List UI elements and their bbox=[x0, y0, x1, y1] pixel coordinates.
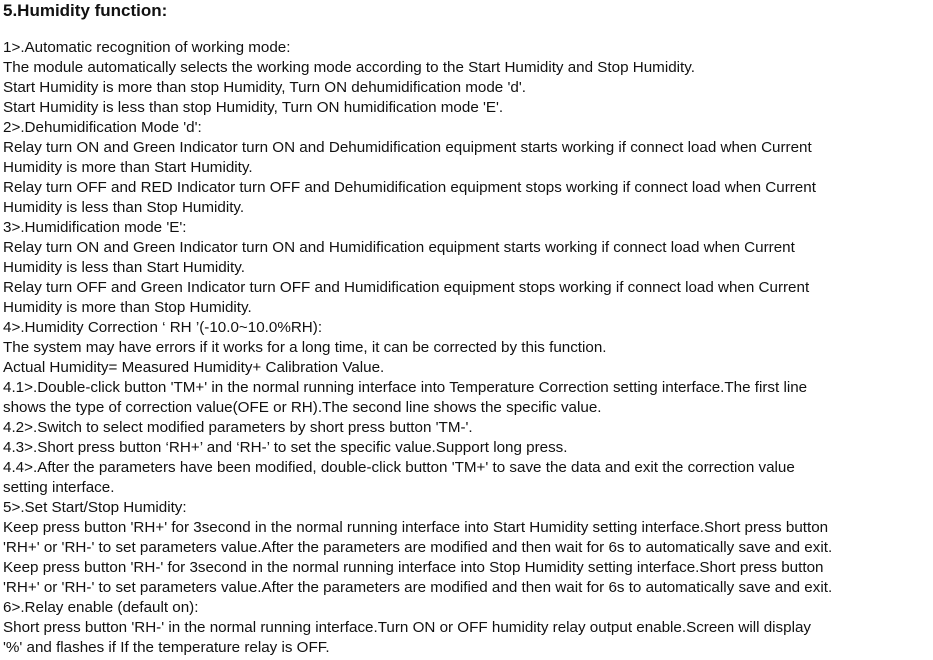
text-line: 'RH+' or 'RH-' to set parameters value.After the parameters are modified and then wait for 6s to automatically save and exit. bbox=[3, 579, 833, 596]
section-heading: 5.Humidity function: bbox=[3, 1, 168, 20]
text-line: 4.4>.After the parameters have been modified, double-click button 'TM+' to save the data and exit the correction value bbox=[3, 459, 795, 476]
text-line: Start Humidity is less than stop Humidity, Turn ON humidification mode 'E'. bbox=[3, 99, 504, 116]
text-line: Actual Humidity= Measured Humidity+ Calibration Value. bbox=[3, 359, 385, 376]
text-line: shows the type of correction value(OFE or RH).The second line shows the specific value. bbox=[3, 399, 602, 416]
text-line: Humidity is less than Stop Humidity. bbox=[3, 199, 245, 216]
text-line: 4.1>.Double-click button 'TM+' in the normal running interface into Temperature Correction setting interface.The first line bbox=[3, 379, 808, 396]
text-line: setting interface. bbox=[3, 479, 115, 496]
text-line: Start Humidity is more than stop Humidity, Turn ON dehumidification mode 'd'. bbox=[3, 79, 526, 96]
text-line: 'RH+' or 'RH-' to set parameters value.After the parameters are modified and then wait for 6s to automatically save and exit. bbox=[3, 539, 833, 556]
text-line: 4.3>.Short press button ‘RH+’ and ‘RH-’ to set the specific value.Support long press. bbox=[3, 439, 568, 456]
text-line: Relay turn OFF and Green Indicator turn OFF and Humidification equipment stops working if connect load when Current bbox=[3, 279, 810, 296]
text-line: Humidity is less than Start Humidity. bbox=[3, 259, 245, 276]
text-line: Humidity is more than Stop Humidity. bbox=[3, 299, 252, 316]
text-line: 3>.Humidification mode 'E': bbox=[3, 219, 187, 236]
text-line: Relay turn ON and Green Indicator turn ON and Humidification equipment starts working if connect load when Current bbox=[3, 239, 795, 256]
text-line: '%' and flashes if If the temperature relay is OFF. bbox=[3, 639, 330, 656]
text-line: The system may have errors if it works for a long time, it can be corrected by this function. bbox=[3, 339, 607, 356]
text-line: 1>.Automatic recognition of working mode: bbox=[3, 39, 291, 56]
text-line: Short press button 'RH-' in the normal running interface.Turn ON or OFF humidity relay output enable.Screen will display bbox=[3, 619, 812, 636]
document-body bbox=[3, 38, 931, 658]
text-line: Humidity is more than Start Humidity. bbox=[3, 159, 253, 176]
text-line: 2>.Dehumidification Mode 'd': bbox=[3, 119, 202, 136]
document bbox=[3, 0, 931, 658]
text-line: Keep press button 'RH+' for 3second in the normal running interface into Start Humidity setting interface.Short press button bbox=[3, 519, 829, 536]
text-line: Keep press button 'RH-' for 3second in the normal running interface into Stop Humidity setting interface.Short press button bbox=[3, 559, 824, 576]
text-line: Relay turn ON and Green Indicator turn ON and Dehumidification equipment starts working if connect load when Current bbox=[3, 139, 812, 156]
text-line: The module automatically selects the working mode according to the Start Humidity and Stop Humidity. bbox=[3, 59, 695, 76]
text-line: 4>.Humidity Correction ‘ RH ’(-10.0~10.0%RH): bbox=[3, 319, 323, 336]
text-line: Relay turn OFF and RED Indicator turn OFF and Dehumidification equipment stops working if connect load when Current bbox=[3, 179, 816, 196]
text-line: 4.2>.Switch to select modified parameters by short press button 'TM-'. bbox=[3, 419, 473, 436]
text-line: 5>.Set Start/Stop Humidity: bbox=[3, 499, 187, 516]
text-line: 6>.Relay enable (default on): bbox=[3, 599, 199, 616]
